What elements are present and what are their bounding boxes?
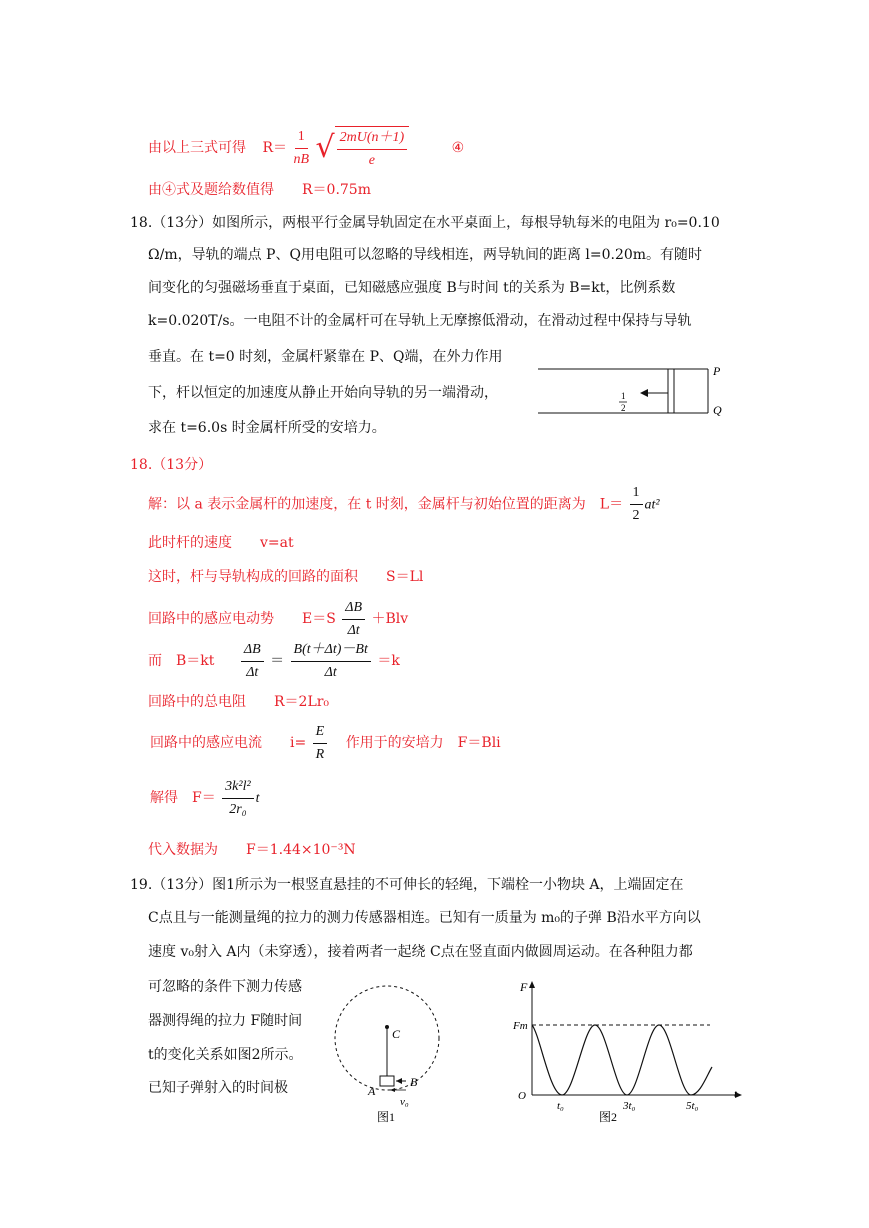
frac-den: 2r₀ <box>229 801 247 817</box>
q18-line: 18.（13分）如图所示，两根平行金属导轨固定在水平桌面上，每根导轨每米的电阻为 r₀=0.10 <box>130 215 720 231</box>
frac-den: e <box>368 153 375 168</box>
tick-3t0: 3t₀ <box>623 1100 636 1112</box>
solution-text: 回路中的感应电动势 E＝S <box>148 611 336 627</box>
fraction <box>222 778 254 819</box>
label-Q: Q <box>713 403 722 417</box>
solution-line <box>148 484 660 526</box>
frac-den: R <box>315 746 325 762</box>
q19-line: 已知子弹射入的时间极 <box>148 1080 288 1096</box>
frac-num: E <box>313 723 328 744</box>
q18-line: 下，杆以恒定的加速度从静止开始向导轨的另一端滑动， <box>148 385 498 401</box>
frac-num: ΔB <box>241 641 264 662</box>
q19-line: C点且与一能测量绳的拉力的测力传感器相连。已知有一质量为 m₀的子弹 B沿水平方向以 <box>148 910 701 926</box>
fraction <box>291 641 371 682</box>
answer-line-2: 由④式及题给数值得 R＝0.75m <box>148 182 371 198</box>
frac-num: 1 <box>295 128 308 149</box>
solution-line: 这时，杆与导轨构成的回路的面积 S＝Ll <box>148 569 424 585</box>
fraction <box>630 484 643 525</box>
equation-number: ④ <box>451 140 465 156</box>
figure-2-caption: 图2 <box>599 1110 618 1124</box>
tick-5t0: 5t₀ <box>686 1100 699 1112</box>
solution-text: ＝ <box>270 653 285 669</box>
solution-text: 作用于的安培力 F＝Bli <box>345 735 501 751</box>
q18-line: Ω/m，导轨的端点 P、Q用电阻可以忽略的导线相连，两导轨间的距离 l=0.20m。有随时 <box>148 247 703 263</box>
solution-line <box>148 597 408 641</box>
fraction <box>241 641 264 682</box>
label-F: F <box>520 980 528 994</box>
tick-t0: t₀ <box>557 1100 564 1112</box>
solution-text: 解：以 a 表示金属杆的加速度，在 t 时刻，金属杆与初始位置的距离为 L＝ <box>148 496 624 513</box>
label-v0: v₀ <box>400 1096 409 1108</box>
q18-line: k=0.020T/s。一电阻不计的金属杆可在导轨上无摩擦低滑动，在滑动过程中保持与导轨 <box>148 313 692 329</box>
q18-line: 间变化的匀强磁场垂直于桌面，已知磁感应强度 B与时间 t的关系为 B=kt，比例系数 <box>148 280 676 296</box>
frac-num: 2mU(n＋1) <box>337 129 408 150</box>
label-A: A <box>368 1084 376 1098</box>
q18-line: 垂直。在 t=0 时刻，金属杆紧靠在 P、Q端，在外力作用 <box>148 349 503 365</box>
solution-text: at² <box>644 497 660 513</box>
solution-head: 18.（13分） <box>130 457 213 473</box>
frac-num: B(t＋Δt)－Bt <box>291 641 371 662</box>
rail-diagram <box>530 355 730 425</box>
frac-num: 1 <box>630 484 643 505</box>
label-O: O <box>518 1090 526 1102</box>
solution-text: 解得 F＝ <box>150 790 216 806</box>
frac-den: Δt <box>324 664 337 680</box>
l-label-num: 1 <box>621 391 626 401</box>
answer-line-1 <box>148 126 464 170</box>
metal-rod <box>668 369 674 413</box>
sqrt: √ $\frac{2mU(n+1)}{e}$ <box>315 126 409 170</box>
solution-line: 此时杆的速度 v=at <box>148 535 294 551</box>
q19-line: 19.（13分）图1所示为一根竖直悬挂的不可伸长的轻绳，下端栓一小物块 A，上端固定在 <box>130 877 684 893</box>
solution-line: 代入数据为 F＝1.44×10⁻³N <box>148 842 356 858</box>
frac-num: 3k²l² <box>222 778 254 799</box>
solution-line: 回路中的总电阻 R＝2Lr₀ <box>148 694 330 710</box>
q19-line: 可忽略的条件下测力传感 <box>148 979 302 995</box>
solution-line <box>150 721 501 765</box>
label-B: B <box>410 1075 418 1089</box>
figure-2 <box>510 975 750 1127</box>
solution-text: ＝k <box>377 653 400 669</box>
solution-line <box>148 639 400 683</box>
block-A <box>380 1076 394 1086</box>
label-Fm: Fm <box>513 1020 528 1032</box>
l-label-den: 2 <box>621 403 626 413</box>
answer-text: 由以上三式可得 <box>148 140 246 156</box>
fraction <box>313 723 328 764</box>
label-C: C <box>392 1027 401 1041</box>
solution-text: t <box>255 791 260 806</box>
fraction <box>342 599 365 640</box>
answer-text: R＝ <box>262 140 287 156</box>
q18-line: 求在 t=6.0s 时金属杆所受的安培力。 <box>148 420 386 436</box>
label-t: t <box>734 1088 738 1100</box>
solution-text: ＋Blv <box>371 611 409 627</box>
frac-den: nB <box>293 151 310 167</box>
frac-num: ΔB <box>342 599 365 620</box>
q19-line: 速度 v₀射入 A内（未穿透），接着两者一起绕 C点在竖直面内做圆周运动。在各种阻力都 <box>148 944 693 960</box>
figure-1-caption: 图1 <box>377 1110 396 1124</box>
force-curve <box>532 1025 712 1095</box>
solution-text: 回路中的感应电流 i= <box>150 735 307 751</box>
fraction <box>337 129 408 170</box>
fraction <box>293 128 309 169</box>
solution-line <box>150 775 260 822</box>
frac-den: Δt <box>347 622 360 638</box>
q19-line: t的变化关系如图2所示。 <box>148 1047 303 1063</box>
solution-text: 而 B＝kt <box>148 653 215 669</box>
frac-den: 2 <box>632 508 640 523</box>
frac-den: Δt <box>246 664 259 680</box>
figure-1 <box>330 972 445 1127</box>
q19-line: 器测得绳的拉力 F随时间 <box>148 1013 303 1029</box>
label-P: P <box>713 364 721 378</box>
